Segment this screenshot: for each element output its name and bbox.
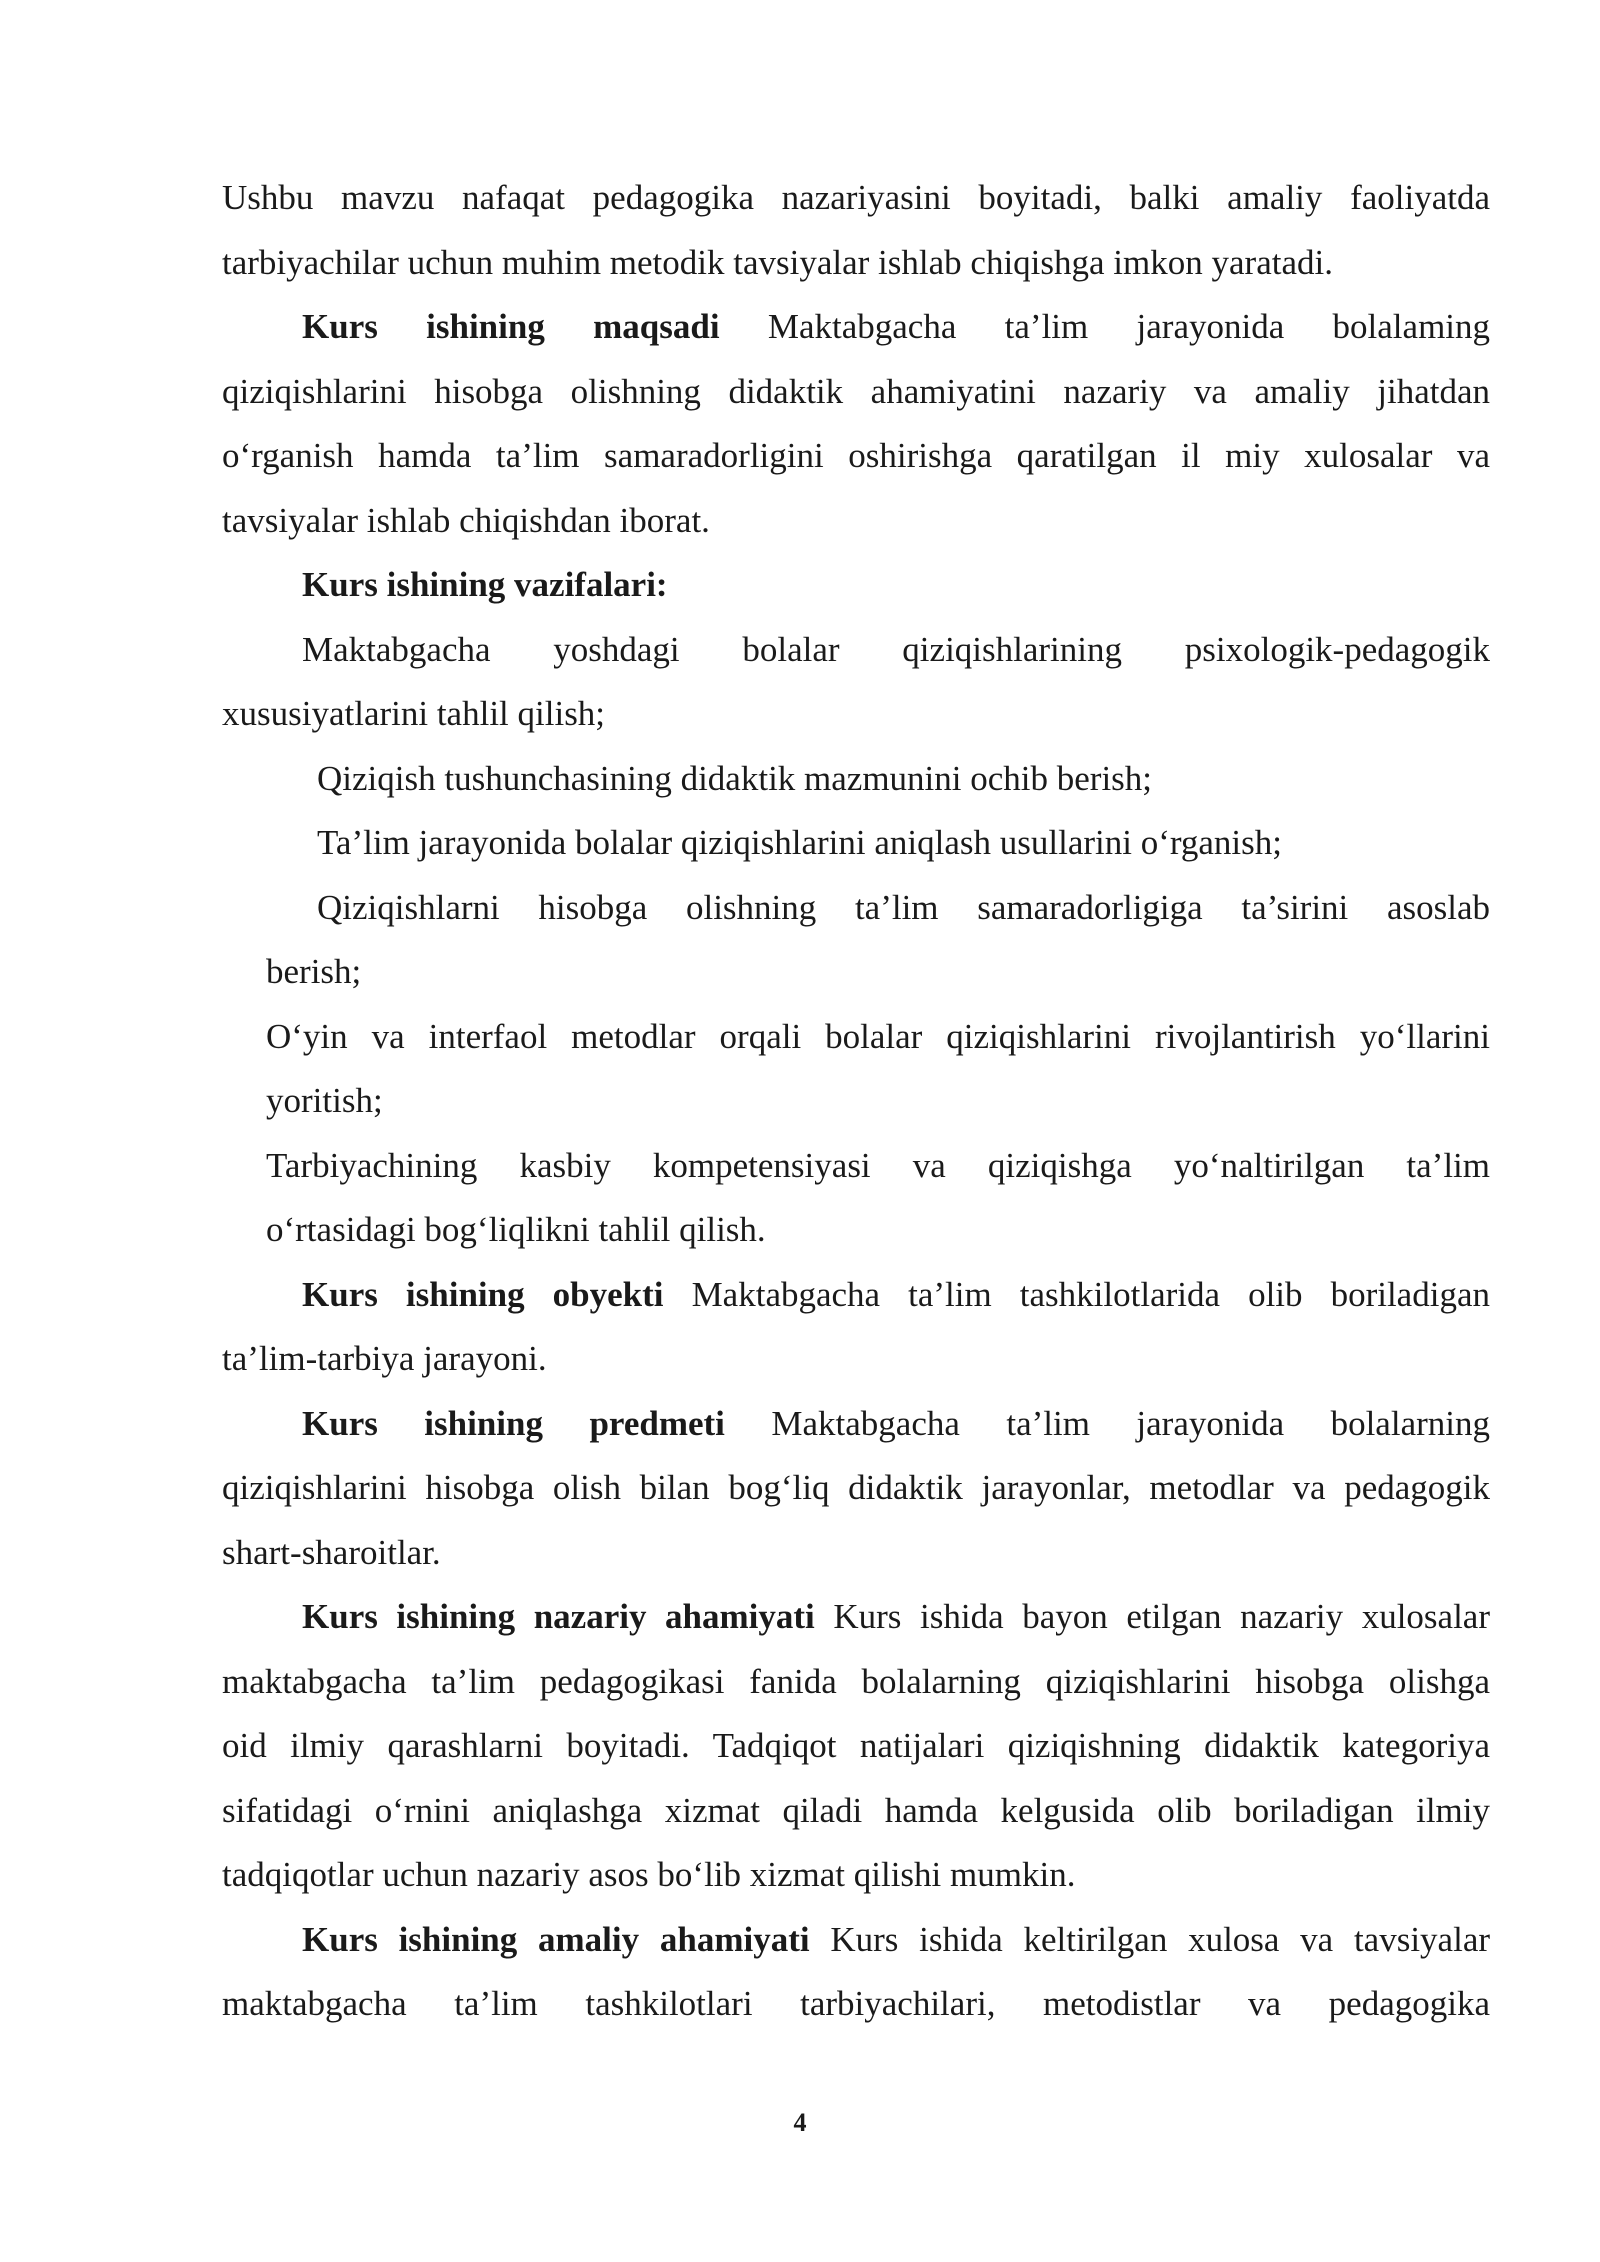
vazifa-1-line-2: xususiyatlarini tahlil qilish; <box>222 694 606 733</box>
predmet-line-1-text: Maktabgacha ta’lim jarayonida bolalarning <box>771 1403 1490 1443</box>
nazariy-heading: Kurs ishining nazariy ahamiyati <box>302 1597 815 1636</box>
vazifa-4-line-2: berish; <box>266 952 362 991</box>
nazariy-line-1-text: Kurs ishida bayon etilgan nazariy xulosalar <box>833 1597 1491 1636</box>
maqsad-line-3: o‘rganish hamda ta’lim samaradorligini oshirishga qaratilgan il miy xulosalar va <box>222 436 1490 475</box>
predmet-line-2: qiziqishlarini hisobga olish bilan bog‘liq didaktik jarayonlar, metodlar va pedagogik <box>222 1468 1490 1507</box>
nazariy-line-3: oid ilmiy qarashlarni boyitadi. Tadqiqot natijalari qiziqishning didaktik kategoriya <box>222 1726 1490 1765</box>
nazariy-line-2: maktabgacha ta’lim pedagogikasi fanida bolalarning qiziqishlarini hisobga olishga <box>222 1661 1490 1701</box>
amaliy-line-2: maktabgacha ta’lim tashkilotlari tarbiyachilari, metodistlar va pedagogika <box>222 1984 1490 2023</box>
maqsad-heading: Kurs ishining maqsadi <box>302 307 720 346</box>
vazifa-6-line-1: Tarbiyachining kasbiy kompetensiyasi va qiziqishga yo‘naltirilgan ta’lim <box>266 1145 1490 1185</box>
document-page <box>222 166 1490 2037</box>
predmet-heading: Kurs ishining predmeti <box>302 1403 725 1443</box>
obyekt-line-1-text: Maktabgacha ta’lim tashkilotlarida olib boriladigan <box>691 1274 1490 1314</box>
maqsad-line-1 <box>222 295 1490 360</box>
obyekt-heading: Kurs ishining obyekti <box>302 1274 664 1314</box>
vazifa-5-line-2: yoritish; <box>266 1081 383 1120</box>
nazariy-line-5: tadqiqotlar uchun nazariy asos bo‘lib xizmat qilishi mumkin. <box>222 1855 1076 1894</box>
nazariy-line-4: sifatidagi o‘rnini aniqlashga xizmat qiladi hamda kelgusida olib boriladigan ilmiy <box>222 1790 1490 1830</box>
vazifa-5-line-1: O‘yin va interfaol metodlar orqali bolalar qiziqishlarini rivojlantirish yo‘llarini <box>266 1016 1490 1056</box>
amaliy-line-1-text: Kurs ishida keltirilgan xulosa va tavsiyalar <box>830 1919 1491 1959</box>
amaliy-heading: Kurs ishining amaliy ahamiyati <box>302 1919 810 1959</box>
vazifalar-heading: Kurs ishining vazifalari: <box>302 565 668 604</box>
obyekt-line-2: ta’lim-tarbiya jarayoni. <box>222 1339 547 1378</box>
vazifa-4-line-1: Qiziqishlarni hisobga olishning ta’lim samaradorligiga ta’sirini asoslab <box>317 887 1490 927</box>
maqsad-line-1-text: Maktabgacha ta’lim jarayonida bolalaming <box>767 307 1491 346</box>
intro-line-2: tarbiyachilar uchun muhim metodik tavsiyalar ishlab chiqishga imkon yaratadi. <box>222 242 1333 282</box>
predmet-line-3: shart-sharoitlar. <box>222 1532 441 1572</box>
maqsad-line-4: tavsiyalar ishlab chiqishdan iborat. <box>222 500 710 540</box>
maqsad-line-2: qiziqishlarini hisobga olishning didaktik ahamiyatini nazariy va amaliy jihatdan <box>222 371 1490 411</box>
predmet-line-1 <box>222 1392 1490 1457</box>
nazariy-line-1 <box>222 1585 1490 1650</box>
vazifa-6-line-2: o‘rtasidagi bog‘liqlikni tahlil qilish. <box>266 1210 766 1249</box>
obyekt-line-1 <box>222 1263 1490 1328</box>
page-number: 4 <box>793 2108 807 2137</box>
vazifa-2: Qiziqish tushunchasining didaktik mazmunini ochib berish; <box>317 758 1153 798</box>
intro-line-1: Ushbu mavzu nafaqat pedagogika nazariyasini boyitadi, balki amaliy faoliyatda <box>222 178 1490 217</box>
vazifa-3: Ta’lim jarayonida bolalar qiziqishlarini aniqlash usullarini o‘rganish; <box>317 823 1282 862</box>
amaliy-line-1 <box>222 1908 1490 1973</box>
vazifalar-heading-line <box>222 553 1490 618</box>
vazifa-1-line-1: Maktabgacha yoshdagi bolalar qiziqishlarining psixologik-pedagogik <box>302 629 1490 669</box>
